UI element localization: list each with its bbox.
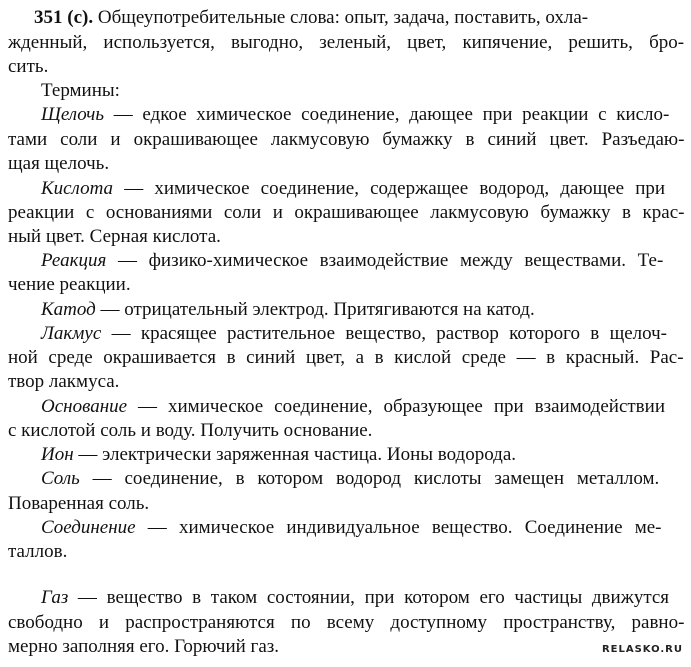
definition-line: таллов. (8, 541, 68, 562)
term-definition: — вещество в таком состоянии, при котором его частицы движутся (77, 587, 670, 608)
term-name: Основание (41, 396, 128, 417)
term-name: Газ (41, 587, 69, 608)
term-line (41, 445, 516, 466)
definition-line: тами соли и окрашивающее лакмусовую бумажку в синий цвет. Разъедаю- (8, 129, 685, 150)
term-line (41, 300, 535, 321)
term-name: Щелочь (41, 104, 105, 125)
term-line (41, 469, 659, 490)
terms-heading: Термины: (41, 80, 120, 101)
definition-line: ной среде окрашивается в синий цвет, а в кислой среде — в красный. Рас- (8, 347, 684, 368)
term-definition: — химическое индивидуальное вещество. Соединение ме- (147, 517, 662, 538)
common-words-line-2: жденный, используется, выгодно, зеленый, цвет, кипячение, решить, бро- (8, 32, 685, 53)
term-name: Соединение (41, 517, 136, 538)
term-definition: — физико-химическое взаимодействие между веществами. Те- (117, 250, 664, 271)
exercise-line-1 (34, 8, 684, 29)
term-name: Кислота (41, 178, 114, 199)
term-line (41, 179, 665, 200)
term-definition: — химическое соединение, содержащее водород, дающее при (124, 178, 666, 199)
definition-line: щая щелочь. (8, 153, 110, 174)
definition-line: мерно заполняя его. Горючий газ. (8, 636, 280, 657)
watermark: RELASKO.RU (601, 644, 683, 656)
term-definition: — химическое соединение, образующее при взаимодействии (138, 396, 665, 417)
definition-line: твор лакмуса. (8, 371, 120, 392)
term-definition: — электрически заряженная частица. Ионы водорода. (78, 444, 517, 465)
exercise-number: 351 (с). (34, 7, 94, 28)
common-words-line-3: сить. (8, 56, 49, 77)
common-words-line-1: Общеупотребительные слова: опыт, задача, поставить, охла- (97, 7, 589, 28)
term-definition: — красящее растительное вещество, раствор которого в щелоч- (111, 323, 668, 344)
term-name: Реакция (41, 250, 107, 271)
term-name: Ион (41, 444, 74, 465)
term-line (41, 324, 667, 345)
definition-line: ный цвет. Серная кислота. (8, 226, 221, 247)
term-line (41, 588, 669, 609)
definition-line: Поваренная соль. (8, 493, 150, 514)
term-name: Соль (41, 468, 80, 489)
definition-line: реакции с основаниями соли и окрашивающее лакмусовую бумажку в крас- (8, 202, 685, 223)
term-definition: — едкое химическое соединение, дающее при реакции с кисло- (113, 104, 670, 125)
definition-line: чение реакции. (8, 274, 131, 295)
term-definition: — отрицательный электрод. Притягиваются на катод. (100, 299, 535, 320)
term-line (41, 105, 669, 126)
term-name: Катод (41, 299, 96, 320)
term-line (41, 251, 663, 272)
definition-line: с кислотой соль и воду. Получить основание. (8, 420, 373, 441)
term-line (41, 397, 665, 418)
term-name: Лакмус (41, 323, 102, 344)
term-definition: — соединение, в котором водород кислоты замещен металлом. (92, 468, 660, 489)
term-line (41, 518, 661, 539)
definition-line: свободно и распространяются по всему доступному пространству, равно- (8, 612, 685, 633)
